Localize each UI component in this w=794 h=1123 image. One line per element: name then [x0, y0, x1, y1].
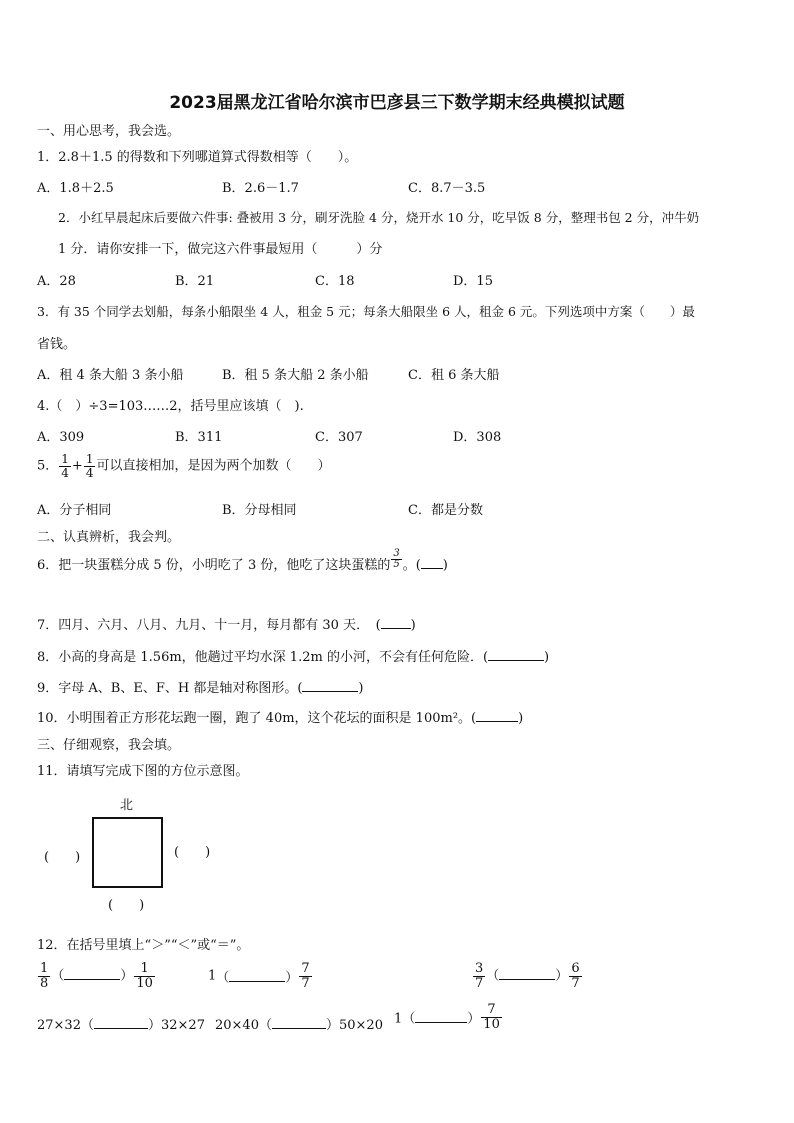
question-4-option-a[interactable]: A．309 [37, 430, 85, 445]
compare-item-2 [208, 962, 313, 990]
question-4-option-d[interactable]: D．308 [453, 430, 502, 445]
question-5-fraction-2: $\frac{1}{4}$ [85, 452, 94, 480]
question-7-text: 7．四月、六月、八月、九月、十一月，每月都有 30 天． ( [37, 618, 381, 633]
compare-3-open: （ [486, 968, 500, 984]
question-5-stem [37, 453, 330, 479]
question-5-option-b[interactable]: B．分母相同 [222, 503, 297, 518]
question-3-line-1: 3．有 35 个同学去划船，每条小船限坐 4 人，租金 5 元；每条大船限坐 6 人，租金 6 元。下列选项中方案（ ）最 [37, 304, 695, 319]
question-1-option-c[interactable]: C．8.7－3.5 [408, 181, 486, 196]
compare-2-close: ） [285, 970, 299, 986]
compare-1-answer-blank[interactable] [64, 968, 120, 980]
compare-3-close: ） [555, 968, 569, 984]
compare-4-left: 27×32（ [37, 1018, 94, 1033]
question-1-stem: 1．2.8＋1.5 的得数和下列哪道算式得数相等（ ）。 [37, 150, 358, 165]
question-2-option-a[interactable]: A．28 [37, 274, 76, 289]
compare-3-left-fraction: $\frac{3}{7}$ [475, 961, 484, 991]
direction-left-blank[interactable]: ( ) [44, 850, 81, 865]
question-5-plus: + [71, 458, 83, 474]
question-1-option-b[interactable]: B．2.6－1.7 [222, 181, 299, 196]
question-5-fraction-1: $\frac{1}{4}$ [61, 452, 69, 480]
question-2-option-d[interactable]: D．15 [453, 274, 493, 289]
compare-3-right-fraction: $\frac{6}{7}$ [571, 961, 580, 991]
direction-square [92, 817, 163, 888]
compare-5-left: 20×40（ [215, 1018, 272, 1033]
question-4-option-b[interactable]: B．311 [175, 430, 223, 445]
question-6-stem [37, 547, 448, 577]
question-6-close: ) [442, 558, 448, 573]
direction-right-blank[interactable]: ( ) [174, 845, 211, 860]
question-8-close: ) [544, 650, 550, 665]
direction-bottom-blank[interactable]: ( ) [108, 898, 145, 913]
section-2-heading: 二、认真辨析，我会判。 [37, 530, 181, 545]
question-7-stem [37, 614, 416, 633]
question-10-text: 10．小明围着正方形花坛跑一圈，跑了 40m，这个花坛的面积是 100m²。( [37, 711, 477, 726]
question-6-answer-blank[interactable] [421, 557, 443, 569]
question-8-stem [37, 646, 549, 665]
question-4-option-c[interactable]: C．307 [315, 430, 363, 445]
compare-3-answer-blank[interactable] [499, 968, 555, 980]
question-7-answer-blank[interactable] [381, 617, 411, 629]
section-1-heading: 一、用心思考，我会选。 [37, 124, 181, 139]
section-3-heading: 三、仔细观察，我会填。 [37, 738, 181, 753]
question-9-text: 9．字母 A、B、E、F、H 都是轴对称图形。( [37, 681, 303, 696]
compare-5-right: ）50×20 [325, 1018, 383, 1033]
question-6-tail: 。( [402, 558, 421, 573]
question-2-option-b[interactable]: B．21 [175, 274, 215, 289]
question-8-text: 8．小高的身高是 1.56m，他趟过平均水深 1.2m 的小河，不会有任何危险．( [37, 650, 489, 665]
question-5-text: 可以直接相加，是因为两个加数（ ） [96, 458, 331, 474]
question-3-line-2: 省钱。 [37, 337, 77, 352]
question-5-option-c[interactable]: C．都是分数 [408, 503, 483, 518]
compare-item-3 [472, 962, 583, 990]
question-8-answer-blank[interactable] [488, 649, 544, 661]
compare-4-right: ）32×27 [147, 1018, 205, 1033]
question-9-close: ) [358, 681, 364, 696]
compare-1-left-fraction: $\frac{1}{8}$ [40, 961, 49, 991]
question-2-line-2: 1 分．请你安排一下，做完这六件事最短用（ ）分 [58, 242, 383, 257]
compare-4-answer-blank[interactable] [94, 1017, 148, 1029]
direction-north-label: 北 [120, 798, 134, 813]
question-5-option-a[interactable]: A．分子相同 [37, 503, 112, 518]
compare-2-open: （ [216, 970, 230, 986]
question-3-option-c[interactable]: C．租 6 条大船 [408, 368, 500, 383]
compare-6-right-fraction: $\frac{7}{10}$ [483, 1002, 500, 1032]
compare-item-4 [37, 1014, 205, 1033]
question-6-text: 6．把一块蛋糕分成 5 份，小明吃了 3 份，他吃了这块蛋糕的 [37, 558, 391, 573]
compare-2-right-fraction: $\frac{7}{7}$ [301, 961, 310, 991]
question-3-option-a[interactable]: A．租 4 条大船 3 条小船 [37, 368, 184, 383]
question-5-number: 5． [37, 458, 59, 474]
question-6-fraction: $\frac{3}{5}$ [393, 547, 400, 570]
compare-1-open: （ [51, 968, 65, 984]
compare-1-close: ） [120, 968, 134, 984]
compare-item-6 [394, 1003, 503, 1031]
question-9-stem [37, 677, 363, 696]
compare-item-5 [215, 1014, 383, 1033]
question-7-close: ) [410, 618, 416, 633]
question-4-stem: 4.（ ）÷3=103……2，括号里应该填（ ). [37, 399, 304, 414]
question-3-option-b[interactable]: B．租 5 条大船 2 条小船 [222, 368, 369, 383]
compare-6-answer-blank[interactable] [415, 1011, 467, 1023]
compare-1-right-fraction: $\frac{1}{10}$ [136, 961, 153, 991]
question-10-close: ) [518, 711, 524, 726]
compare-6-close: ） [467, 1011, 481, 1027]
question-10-stem [37, 707, 523, 726]
page-title: 2023届黑龙江省哈尔滨市巴彦县三下数学期末经典模拟试题 [169, 93, 625, 113]
question-12-stem: 12．在括号里填上“＞”“＜”或“＝”。 [37, 938, 250, 953]
question-10-answer-blank[interactable] [476, 710, 518, 722]
compare-5-answer-blank[interactable] [272, 1017, 326, 1029]
compare-2-answer-blank[interactable] [229, 970, 285, 982]
question-2-option-c[interactable]: C．18 [315, 274, 355, 289]
compare-2-left-value: 1 [208, 968, 217, 984]
question-11-stem: 11．请填写完成下图的方位示意图。 [37, 764, 249, 779]
compare-6-left: 1（ [394, 1011, 416, 1027]
question-2-line-1: 2．小红早晨起床后要做六件事: 叠被用 3 分，刷牙洗脸 4 分，烧开水 10 分，吃早饭 8 分，整理书包 2 分，冲牛奶 [58, 210, 700, 225]
compare-item-1 [37, 962, 156, 990]
question-1-option-a[interactable]: A．1.8＋2.5 [37, 181, 114, 196]
question-9-answer-blank[interactable] [302, 680, 358, 692]
